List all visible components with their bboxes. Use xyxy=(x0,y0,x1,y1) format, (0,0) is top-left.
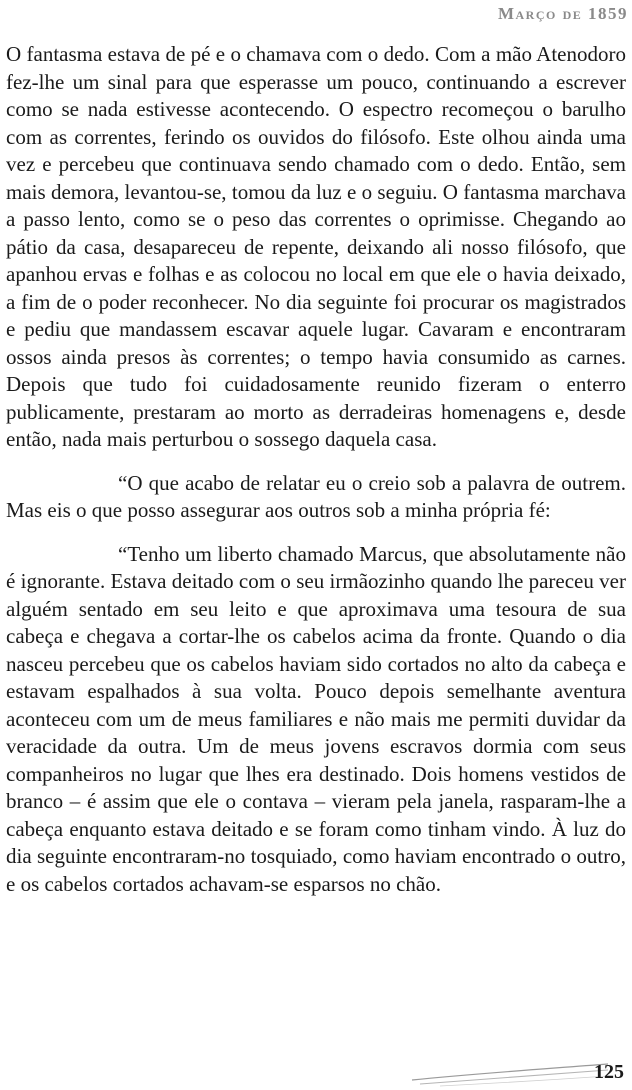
page-number: 125 xyxy=(594,1061,624,1083)
body-text xyxy=(6,41,626,898)
footer-swoosh-ornament xyxy=(410,1058,610,1088)
running-head: Março de 1859 xyxy=(497,4,628,23)
paragraph-3: “Tenho um liberto chamado Marcus, que absolutamente não é ignorante. Estava deitado com o seu irmãozinho quando lhe pareceu ver alguém sentado em seu leito e que aproximava uma tesoura de sua cabeça e chegava a cortar-lhe os cabelos acima da fronte. Quando o dia nasceu percebeu que os cabelos haviam sido cortados no alto da cabeça e estavam espalhados à sua volta. Pouco depois semelhante aventura aconteceu com um de meus familiares e não mais me permiti duvidar da veracidade da outra. Um de meus jovens escravos dormia com seus companheiros no lugar que lhes era destinado. Dois homens vestidos de branco – é assim que ele o contava – vieram pela janela, rasparam-lhe a cabeça enquanto estava deitado e se foram como tinham vindo. À luz do dia seguinte encontraram-no tosquiado, como haviam encontrado o outro, e os cabelos cortados achavam-se esparsos no chão. xyxy=(6,541,626,896)
paragraph-2: “O que acabo de relatar eu o creio sob a palavra de outrem. Mas eis o que posso assegurar aos outros sob a minha própria fé: xyxy=(6,470,626,522)
paragraph-1: O fantasma estava de pé e o chamava com o dedo. Com a mão Atenodoro fez-lhe um sinal para que esperasse um pouco, continuando a escrever como se nada estivesse acontecendo. O espectro recomeçou o barulho com as correntes, ferindo os ouvidos do filósofo. Este olhou ainda uma vez e percebeu que continuava sendo chamado com o dedo. Então, sem mais demora, levantou-se, tomou da luz e o seguiu. O fantasma marchava a passo lento, como se o peso das correntes o oprimisse. Chegando ao pátio da casa, desapareceu de repente, deixando ali nosso filósofo, que apanhou ervas e folhas e as colocou no local em que ele o havia deixado, a fim de o poder reconhecer. No dia seguinte foi procurar os magistrados e pediu que mandassem escavar aquele lugar. Cavaram e encontraram ossos ainda presos às correntes; o tempo havia consumido as carnes. Depois que tudo foi cuidadosamente reunido fizeram o enterro publicamente, prestaram ao morto as derradeiras homenagens e, desde então, nada mais perturbou o sossego daquela casa. xyxy=(6,42,626,451)
